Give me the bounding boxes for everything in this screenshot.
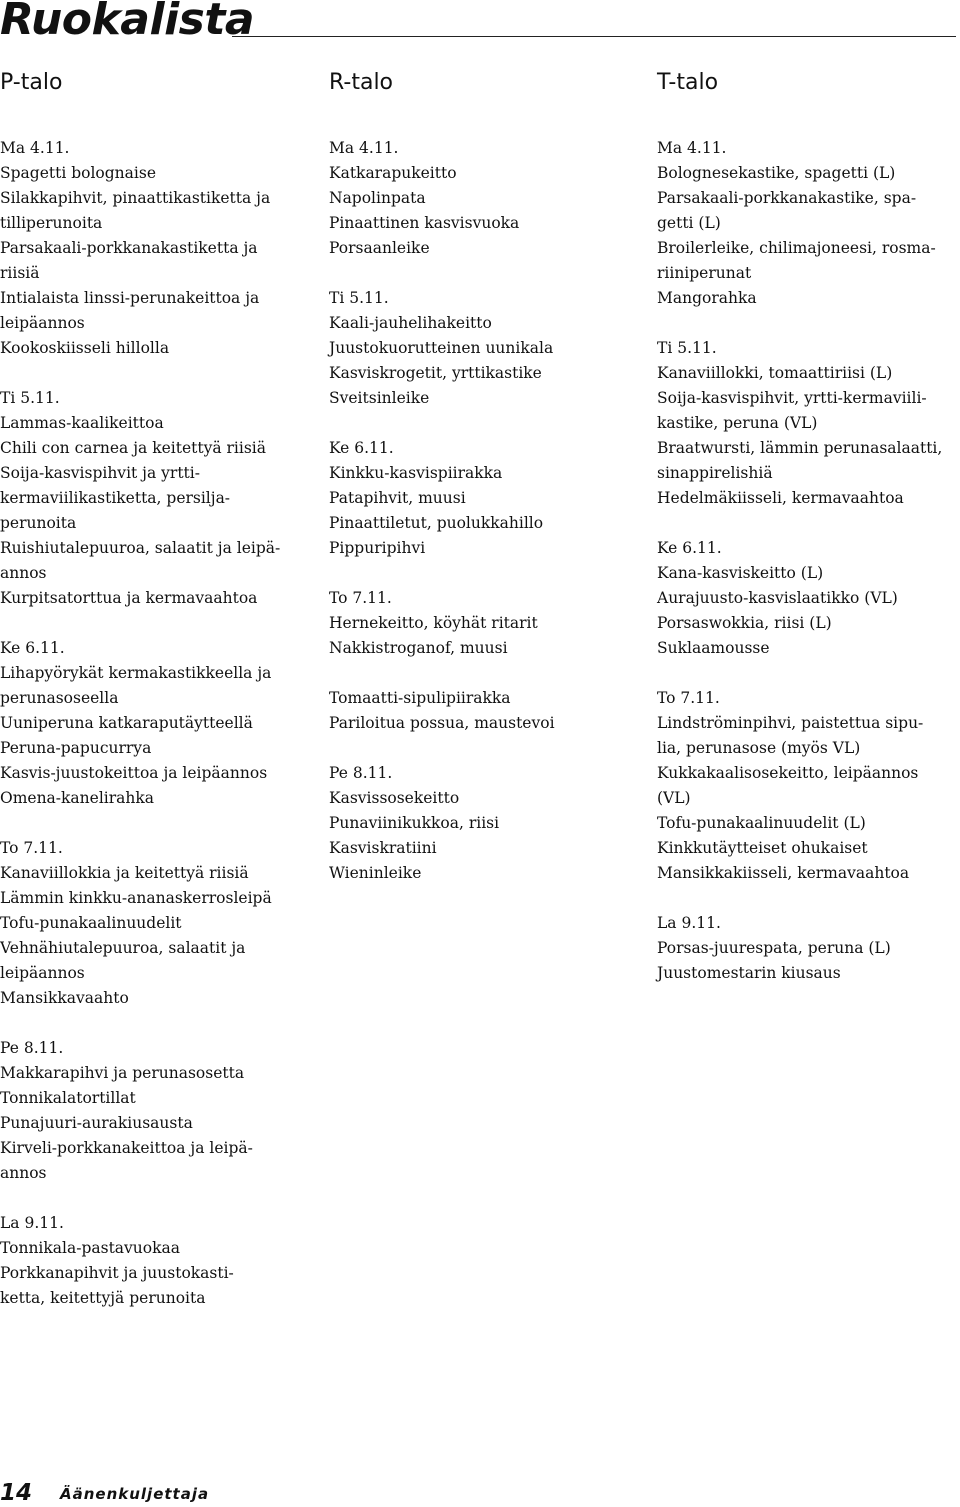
day-label: Ti 5.11. <box>0 389 60 407</box>
day-label: Ma 4.11. <box>329 139 399 157</box>
menu-day <box>0 1211 305 1311</box>
menu-day <box>0 386 305 611</box>
menu-item: Kurpitsatorttua ja kermavaahtoa <box>0 589 258 607</box>
menu-item: Porkkanapihvit ja juustokasti- <box>0 1264 234 1282</box>
menu-item: Lammas-kaalikeittoa <box>0 414 164 432</box>
menu-item: leipäannos <box>0 964 85 982</box>
menu-item: Kanaviillokki, tomaattiriisi (L) <box>657 364 893 382</box>
menu-item: getti (L) <box>657 214 721 232</box>
menu-item: Vehnähiutalepuuroa, salaatit ja <box>0 939 246 957</box>
title-rule <box>232 36 956 37</box>
menu-item: Patapihvit, muusi <box>329 489 466 507</box>
day-label: Ma 4.11. <box>657 139 727 157</box>
day-label: Ke 6.11. <box>657 539 722 557</box>
menu-item: Pippuripihvi <box>329 539 426 557</box>
menu-item: Juustomestarin kiusaus <box>657 964 841 982</box>
column-heading-p-talo: P-talo <box>0 70 63 95</box>
menu-item: riiniperunat <box>657 264 752 282</box>
menu-day <box>0 1036 305 1186</box>
menu-day <box>329 586 634 661</box>
menu-item: Mansikkavaahto <box>0 989 129 1007</box>
menu-item: leipäannos <box>0 314 85 332</box>
publication-name: Äänenkuljettaja <box>60 1485 210 1503</box>
menu-day <box>657 536 960 661</box>
menu-item: Parsakaali-porkkanakastiketta ja <box>0 239 258 257</box>
column-heading-t-talo: T-talo <box>657 70 719 95</box>
menu-item: Intialaista linssi-perunakeittoa ja <box>0 289 260 307</box>
menu-item: Omena-kanelirahka <box>0 789 155 807</box>
menu-item: Silakkapihvit, pinaattikastiketta ja <box>0 189 271 207</box>
menu-item: Peruna-papucurrya <box>0 739 152 757</box>
menu-day <box>0 136 305 361</box>
day-label: Ma 4.11. <box>0 139 70 157</box>
menu-item: Kinkkutäytteiset ohukaiset <box>657 839 868 857</box>
menu-item: Mangorahka <box>657 289 757 307</box>
menu-item: Tomaatti-sipulipiirakka <box>329 689 511 707</box>
menu-item: Kasviskratiini <box>329 839 437 857</box>
menu-day <box>0 636 305 811</box>
menu-item: Kaali-jauhelihakeitto <box>329 314 492 332</box>
menu-item: Tofu-punakaalinuudelit (L) <box>657 814 866 832</box>
menu-item: Napolinpata <box>329 189 426 207</box>
menu-item: Braatwursti, lämmin perunasalaatti, <box>657 439 943 457</box>
menu-day <box>657 136 960 311</box>
menu-item: Lindströminpihvi, paistettua sipu- <box>657 714 924 732</box>
menu-day <box>329 686 634 736</box>
menu-item: Spagetti bolognaise <box>0 164 156 182</box>
menu-day <box>329 286 634 411</box>
menu-item: Makkarapihvi ja perunasosetta <box>0 1064 245 1082</box>
menu-item: Mansikkakiisseli, kermavaahtoa <box>657 864 910 882</box>
menu-item: Porsas-juurespata, peruna (L) <box>657 939 891 957</box>
menu-day <box>657 686 960 886</box>
menu-item: sinappirelishiä <box>657 464 773 482</box>
menu-column-t-talo <box>657 136 960 986</box>
menu-item: Punaviinikukkoa, riisi <box>329 814 500 832</box>
title-row <box>0 0 960 50</box>
menu-item: Hernekeitto, köyhät ritarit <box>329 614 538 632</box>
menu-day <box>657 336 960 511</box>
menu-item: Pinaattiletut, puolukkahillo <box>329 514 544 532</box>
menu-item: kastike, peruna (VL) <box>657 414 818 432</box>
day-label: Ke 6.11. <box>329 439 394 457</box>
day-label: Ti 5.11. <box>657 339 717 357</box>
menu-item: Kasviskrogetit, yrttikastike <box>329 364 542 382</box>
menu-item: Hedelmäkiisseli, kermavaahtoa <box>657 489 904 507</box>
menu-item: perunasoseella <box>0 689 119 707</box>
day-label: Ti 5.11. <box>329 289 389 307</box>
menu-item: Nakkistroganof, muusi <box>329 639 508 657</box>
menu-item: annos <box>0 1164 47 1182</box>
menu-item: Aurajuusto-kasvislaatikko (VL) <box>657 589 898 607</box>
day-label: To 7.11. <box>0 839 63 857</box>
menu-item: Lämmin kinkku-ananaskerrosleipä <box>0 889 272 907</box>
menu-item: Broilerleike, chilimajoneesi, rosma- <box>657 239 936 257</box>
menu-column-p-talo <box>0 136 305 1311</box>
menu-item: Suklaamousse <box>657 639 770 657</box>
menu-column-r-talo <box>329 136 634 886</box>
menu-item: Parsakaali-porkkanakastike, spa- <box>657 189 917 207</box>
day-label: La 9.11. <box>0 1214 64 1232</box>
menu-item: Porsaanleike <box>329 239 430 257</box>
menu-item: Porsaswokkia, riisi (L) <box>657 614 832 632</box>
page-title: Ruokalista <box>0 0 255 45</box>
menu-item: Sveitsinleike <box>329 389 430 407</box>
menu-item: tilliperunoita <box>0 214 103 232</box>
menu-item: Katkarapukeitto <box>329 164 457 182</box>
menu-item: Pariloitua possua, maustevoi <box>329 714 555 732</box>
page-number: 14 <box>0 1480 33 1506</box>
menu-item: Kirveli-porkkanakeittoa ja leipä- <box>0 1139 253 1157</box>
menu-item: (VL) <box>657 789 691 807</box>
day-label: Pe 8.11. <box>329 764 393 782</box>
menu-item: Soija-kasvispihvit ja yrtti- <box>0 464 200 482</box>
day-label: To 7.11. <box>657 689 720 707</box>
menu-day <box>0 836 305 1011</box>
menu-item: Wieninleike <box>329 864 422 882</box>
menu-day <box>329 136 634 261</box>
menu-item: lia, perunasose (myös VL) <box>657 739 861 757</box>
menu-item: Tonnikala-pastavuokaa <box>0 1239 180 1257</box>
menu-item: riisiä <box>0 264 40 282</box>
menu-item: Tonnikalatortillat <box>0 1089 136 1107</box>
menu-item: annos <box>0 564 47 582</box>
menu-item: Kookoskiisseli hillolla <box>0 339 170 357</box>
menu-item: perunoita <box>0 514 77 532</box>
menu-item: Pinaattinen kasvisvuoka <box>329 214 520 232</box>
day-label: Ke 6.11. <box>0 639 65 657</box>
menu-item: kermaviilikastiketta, persilja- <box>0 489 231 507</box>
menu-item: Kinkku-kasvispiirakka <box>329 464 503 482</box>
menu-item: Kasvis-juustokeittoa ja leipäannos <box>0 764 268 782</box>
menu-day <box>657 911 960 986</box>
menu-day <box>329 761 634 886</box>
menu-item: ketta, keitettyjä perunoita <box>0 1289 206 1307</box>
menu-item: Lihapyörykät kermakastikkeella ja <box>0 664 272 682</box>
menu-item: Kukkakaalisosekeitto, leipäannos <box>657 764 919 782</box>
menu-item: Soija-kasvispihvit, yrtti-kermaviili- <box>657 389 927 407</box>
column-heading-r-talo: R-talo <box>329 70 394 95</box>
menu-item: Punajuuri-aurakiusausta <box>0 1114 193 1132</box>
menu-item: Kana-kasviskeitto (L) <box>657 564 824 582</box>
menu-item: Kasvissosekeitto <box>329 789 460 807</box>
menu-item: Kanaviillokkia ja keitettyä riisiä <box>0 864 249 882</box>
day-label: La 9.11. <box>657 914 721 932</box>
menu-item: Ruishiutalepuuroa, salaatit ja leipä- <box>0 539 281 557</box>
menu-day <box>329 436 634 561</box>
day-label: Pe 8.11. <box>0 1039 64 1057</box>
menu-item: Tofu-punakaalinuudelit <box>0 914 182 932</box>
day-label: To 7.11. <box>329 589 392 607</box>
menu-item: Bolognesekastike, spagetti (L) <box>657 164 896 182</box>
menu-item: Uuniperuna katkaraputäytteellä <box>0 714 253 732</box>
menu-item: Juustokuorutteinen uunikala <box>329 339 554 357</box>
menu-item: Chili con carnea ja keitettyä riisiä <box>0 439 266 457</box>
